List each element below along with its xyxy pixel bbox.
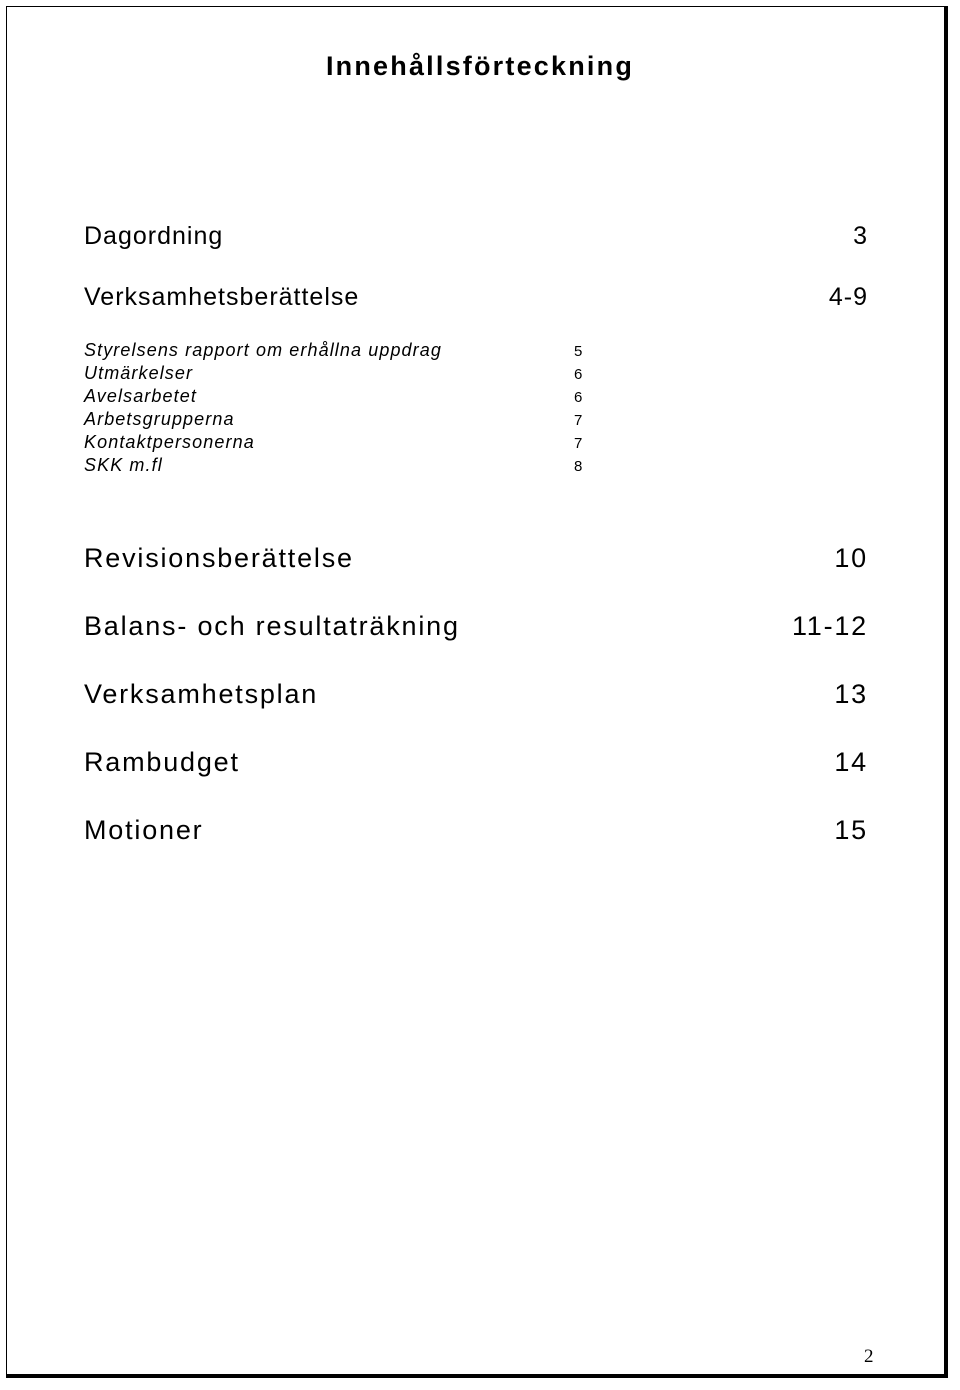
toc-subentry — [84, 339, 604, 362]
toc-subentry-label: Kontaktpersonerna — [84, 432, 255, 452]
toc-entry-label: Rambudget — [84, 747, 240, 777]
toc-entry-balans — [84, 609, 868, 643]
toc-subentry-label: SKK m.fl — [84, 455, 163, 475]
toc-subentry-label: Avelsarbetet — [84, 386, 197, 406]
toc-subentry — [84, 454, 604, 477]
toc-entry-motioner — [84, 813, 868, 847]
toc-subentry-label: Arbetsgrupperna — [84, 409, 235, 429]
toc-subentry — [84, 431, 604, 454]
toc-subentry-page: 7 — [574, 412, 583, 429]
toc-subentry — [84, 385, 604, 408]
toc-entry-page: 14 — [834, 747, 868, 777]
toc-entry-rambudget — [84, 745, 868, 779]
toc-entry-label: Revisionsberättelse — [84, 543, 354, 573]
toc-entry-revisionsberattelse — [84, 541, 868, 575]
document-title: Innehållsförteckning — [325, 51, 635, 81]
toc-entry-verksamhetsberattelse — [84, 281, 868, 313]
toc-entry-page: 4-9 — [828, 283, 868, 311]
toc-entry-page: 10 — [834, 543, 868, 573]
toc-subentry-label: Utmärkelser — [84, 363, 194, 383]
toc-entry-page: 11-12 — [791, 611, 868, 641]
toc-entry-label: Dagordning — [84, 222, 224, 250]
page-number: 2 — [864, 1346, 874, 1367]
toc-subentry-page: 5 — [574, 343, 583, 360]
toc-subentry-label: Styrelsens rapport om erhållna uppdrag — [84, 340, 442, 360]
toc-entry-page: 3 — [853, 222, 868, 250]
toc-subentry-page: 6 — [574, 389, 583, 406]
toc-subentry — [84, 408, 604, 431]
toc-entry-page: 13 — [834, 679, 868, 709]
toc-entry-page: 15 — [834, 815, 868, 845]
toc-entry-label: Motioner — [84, 815, 204, 845]
toc-entry-label: Verksamhetsplan — [84, 679, 319, 709]
toc-entry-verksamhetsplan — [84, 677, 868, 711]
toc-subentry — [84, 362, 604, 385]
toc-entry-label: Balans- och resultaträkning — [84, 611, 460, 641]
toc-subentry-page: 8 — [574, 458, 583, 475]
toc-entry-dagordning — [84, 220, 868, 252]
toc-subentry-page: 6 — [574, 366, 583, 383]
toc-entry-label: Verksamhetsberättelse — [84, 283, 360, 311]
toc-subentry-page: 7 — [574, 435, 583, 452]
toc-sublist — [84, 339, 604, 477]
